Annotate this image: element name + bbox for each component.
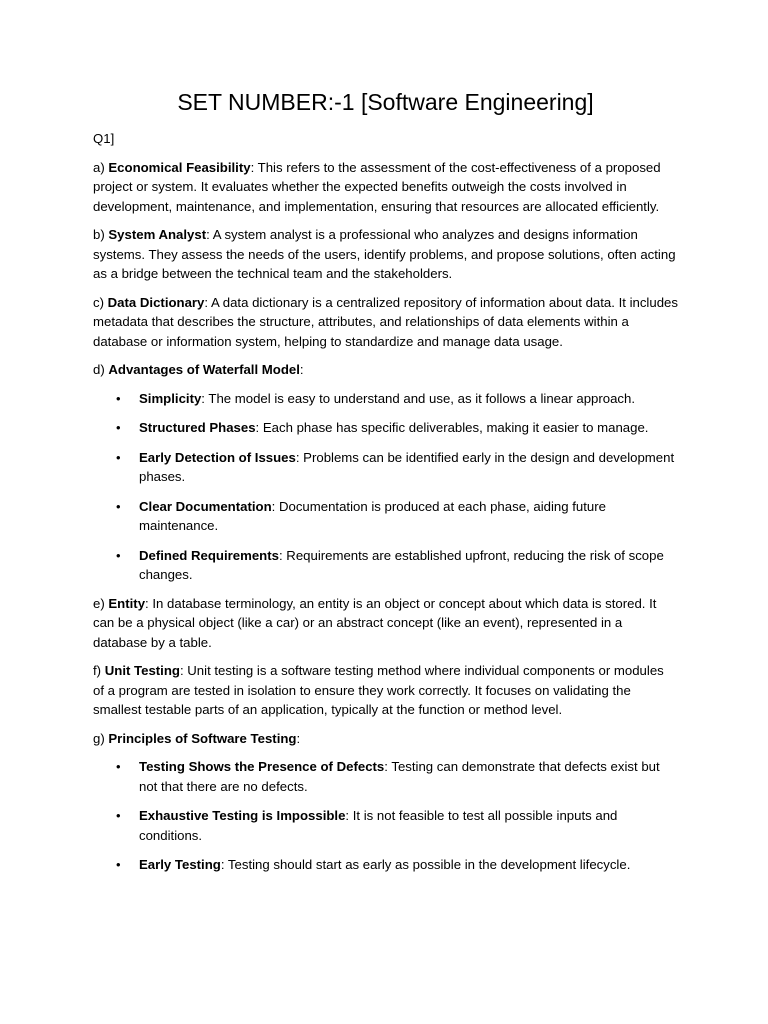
section-c-term: Data Dictionary [107,294,205,310]
list-item-text: : Requirements are established upfront, reducing the risk of scope changes. [139,547,664,582]
list-item [93,546,678,585]
list-item-text: : It is not feasible to test all possible inputs and conditions. [139,808,618,843]
bullet-icon: • [116,390,121,406]
section-b-text: : A system analyst is a professional who analyzes and designs information systems. They assess the needs of the users, identify problems, and propose solutions, often acting as a bridge between the technical team and the stakeholders. [93,227,676,281]
section-f-term: Unit Testing [104,663,180,678]
list-item-text: : Testing should start as early as possible in the development lifecycle. [220,857,631,872]
section-f-prefix: f) [93,663,105,678]
page-title: SET NUMBER:-1 [Software Engineering] [177,89,594,115]
bullet-icon: • [116,759,121,774]
section-g-text: : [296,730,301,746]
list-item [93,497,678,536]
list-item [93,806,678,845]
list-item-term: Exhaustive Testing is Impossible [139,808,346,823]
section-f-text: : Unit testing is a software testing method where individual components or modules of a program are tested in isolation to ensure they work correctly. It focuses on validating the smallest testable parts of an application, typically at the function or method level. [93,663,664,717]
bullet-icon: • [116,449,121,465]
section-b-prefix: b) [93,227,109,242]
section-e [93,594,678,653]
bullet-icon: • [116,547,121,563]
waterfall-advantages-list [93,389,678,585]
section-e-prefix: e) [93,595,109,611]
list-item-term: Structured Phases [139,420,256,435]
list-item-term: Simplicity [139,390,202,406]
bullet-icon: • [116,498,121,514]
section-a-text: : This refers to the assessment of the cost-effectiveness of a proposed project or system. It evaluates whether the expected benefits outweigh the costs involved in development, maintenance, and implementation, ensuring that resources are allocated efficiently. [93,159,661,214]
testing-principles-list [93,757,678,875]
section-d-term: Advantages of Waterfall Model [108,362,300,377]
list-item-text: : Testing can demonstrate that defects exist but not that there are no defects. [139,759,660,794]
list-item-text: : Documentation is produced at each phase, aiding future maintenance. [139,498,606,533]
section-g-prefix: g) [93,730,109,746]
section-a [93,158,678,217]
section-c-text: : A data dictionary is a centralized repository of information about data. It includes metadata that describes the structure, attributes, and relationships of data elements within a database or information system, helping to standardize and manage data usage. [93,294,678,349]
list-item [93,418,678,438]
section-a-prefix: a) [93,159,109,175]
bullet-icon: • [116,420,121,435]
document-page [93,88,678,884]
section-d-prefix: d) [93,362,109,377]
question-label: Q1] [93,131,115,146]
list-item-term: Defined Requirements [139,547,279,563]
section-c [93,293,678,352]
list-item-term: Clear Documentation [139,498,272,514]
bullet-icon: • [116,857,121,872]
list-item-text: : The model is easy to understand and use, as it follows a linear approach. [201,390,636,406]
list-item-term: Early Testing [139,857,221,872]
section-b-term: System Analyst [108,227,207,242]
section-c-prefix: c) [93,294,108,310]
list-item-term: Early Detection of Issues [139,449,296,465]
section-d [93,360,678,380]
list-item-term: Testing Shows the Presence of Defects [139,759,385,774]
section-e-text: : In database terminology, an entity is an object or concept about which data is stored. It can be a physical object (like a car) or an abstract concept (like an event), represented in a database by a table. [93,595,657,650]
section-f [93,661,678,720]
list-item [93,389,678,409]
section-d-text: : [299,362,304,377]
list-item [93,757,678,796]
section-g-term: Principles of Software Testing [108,730,297,746]
list-item [93,855,678,875]
section-e-term: Entity [108,595,146,611]
section-a-term: Economical Feasibility [108,159,251,175]
list-item-text: : Each phase has specific deliverables, making it easier to manage. [255,420,649,435]
section-b [93,225,678,284]
bullet-icon: • [116,808,121,823]
list-item-text: : Problems can be identified early in the design and development phases. [139,449,675,484]
section-g [93,729,678,749]
list-item [93,448,678,487]
